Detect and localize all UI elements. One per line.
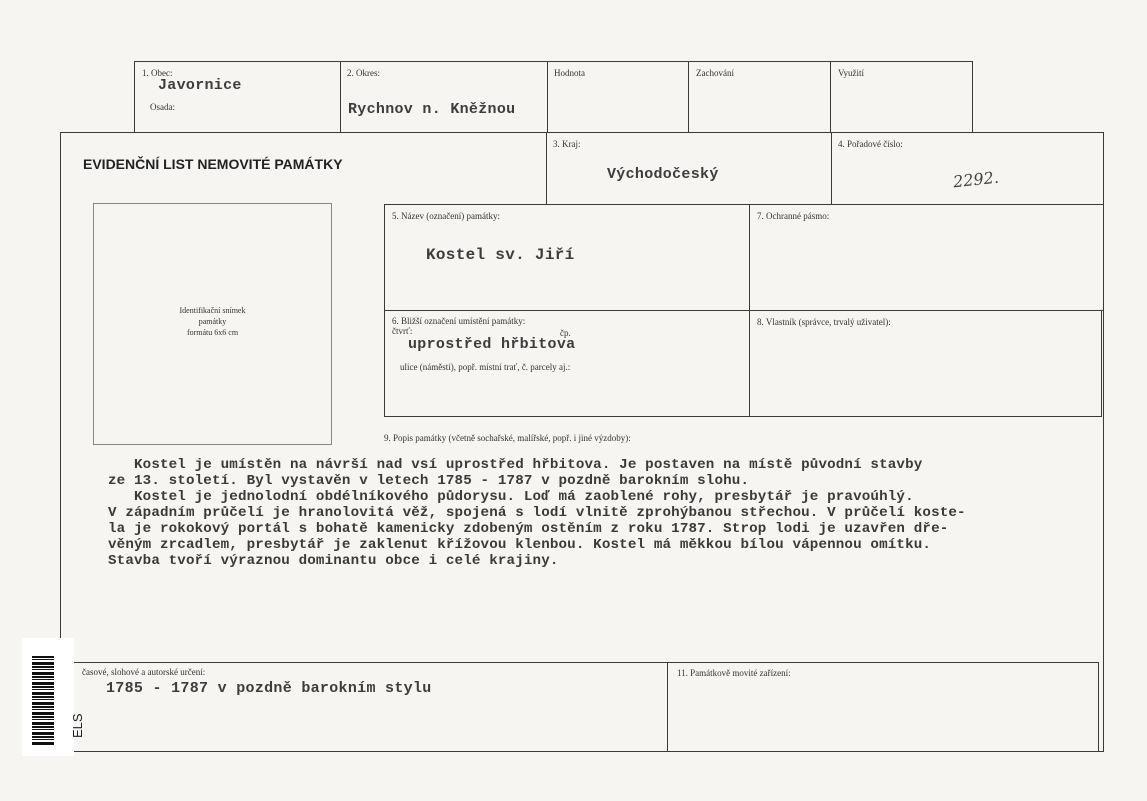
zachovani-label: Zachování <box>696 68 734 78</box>
obec-value: Javornice <box>158 77 242 94</box>
barcode-sticker <box>22 638 85 756</box>
poradove-label: 4. Pořadové číslo: <box>838 139 903 149</box>
nazev-label: 5. Název (označení) památky: <box>392 211 500 221</box>
photo-line3: formátu 6x6 cm <box>186 328 239 337</box>
popis-text: Kostel je umístěn na návrší nad vsí uprostřed hřbitova. Je postaven na místě původní stavby ze 13. století. Byl vystavěn v letech 1785 - 1787 v pozdně barokním slohu. Kostel je jednolodní obdélníkového půdorysu. Loď má zaoblené rohy, presbytář je pravoúhlý. V západním průčelí je hranolovitá věž, spojená s lodí vlnitě zprohýbanou střechou. V průčelí koste- la je rokokový portál s bohatě kamenicky zdobeným ostěním z roku 1787. Strop lodi je uzavřen dře- věným zrcadlem, presbytář je zaklenut křížovou klenbou. Kostel má měkkou bílou vápennou omítku. Stavba tvoří výraznou dominantu obce i celé krajiny. <box>108 457 966 569</box>
ochranne-label: 7. Ochranné pásmo: <box>757 211 830 221</box>
movite-label: 11. Památkově movité zařízení: <box>677 668 791 678</box>
poradove-value: 2292. <box>952 167 1000 192</box>
okres-label: 2. Okres: <box>347 68 380 78</box>
barcode-bars <box>32 656 54 746</box>
osada-label: Osada: <box>150 102 175 112</box>
barcode-text: ELS <box>70 713 85 738</box>
form-title: EVIDENČNÍ LIST NEMOVITÉ PAMÁTKY <box>83 156 343 172</box>
cp-label: čp. <box>560 328 571 338</box>
ctvrt-label: čtvrť: <box>392 326 413 336</box>
vyuziti-label: Využití <box>838 68 864 78</box>
hodnota-label: Hodnota <box>554 68 585 78</box>
popis-label: 9. Popis památky (včetně sochařské, malířské, popř. i jiné výzdoby): <box>384 433 631 443</box>
umisteni-label: 6. Bližší označení umístění památky: <box>392 316 526 326</box>
photo-line2: památky <box>198 317 227 326</box>
okres-value: Rychnov n. Kněžnou <box>348 101 516 118</box>
kraj-label: 3. Kraj: <box>553 139 581 149</box>
nazev-value: Kostel sv. Jiří <box>426 246 575 264</box>
obec-label: 1. Obec: <box>142 68 173 78</box>
ulice-label: ulice (náměstí), popř. místní trať, č. parcely aj.: <box>400 362 571 372</box>
vlastnik-label: 8. Vlastník (správce, trvalý uživatel): <box>757 317 891 327</box>
kraj-value: Východočeský <box>607 166 719 183</box>
urceni-label: časové, slohové a autorské určení: <box>82 667 206 677</box>
photo-line1: Identifikační snímek <box>179 306 246 315</box>
urceni-value: 1785 - 1787 v pozdně barokním stylu <box>106 680 432 697</box>
umisteni-value: uprostřed hřbitova <box>408 336 576 353</box>
